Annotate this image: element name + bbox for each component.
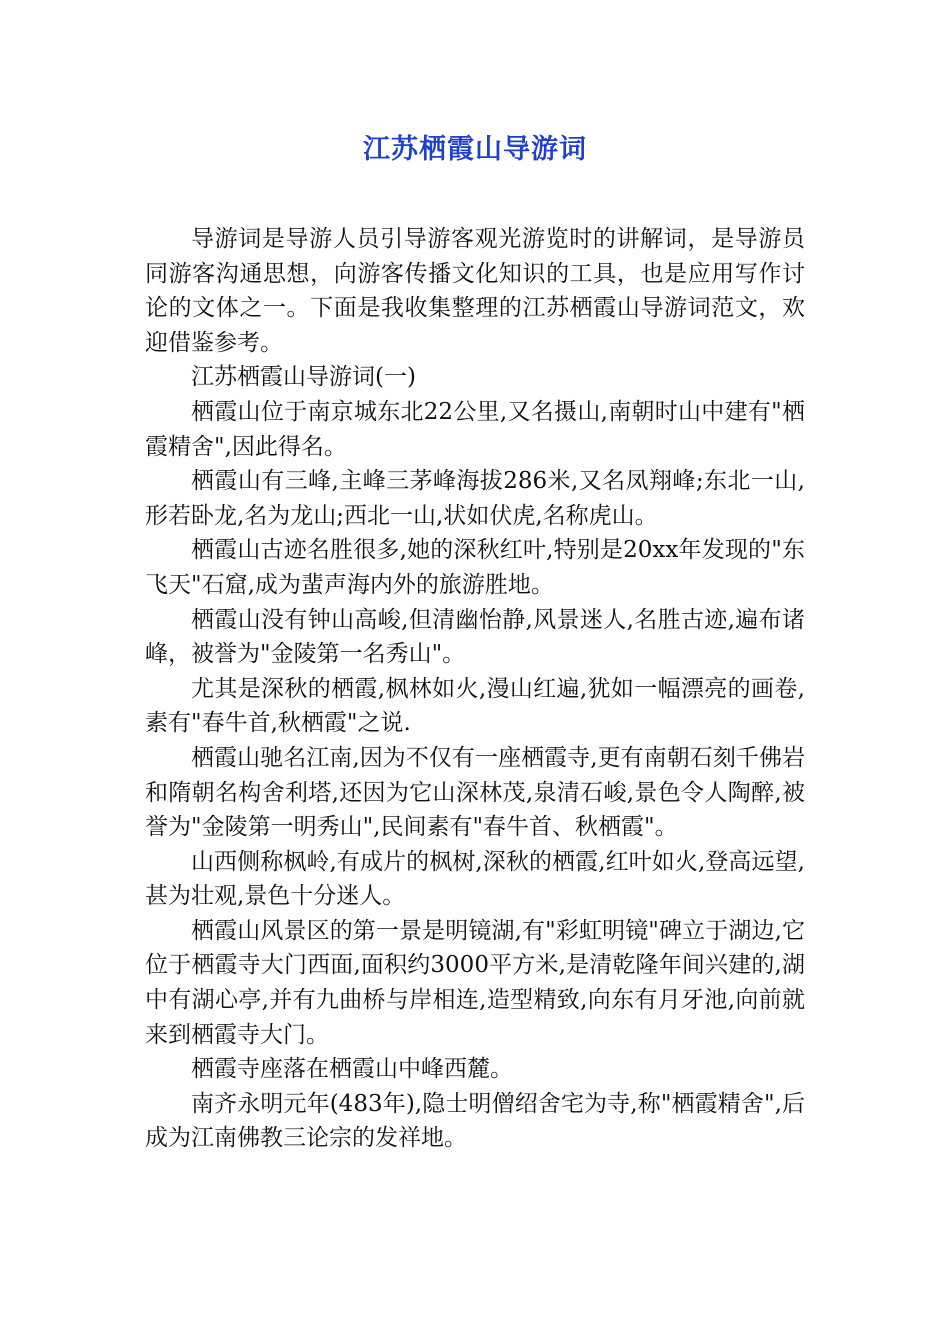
paragraph: 栖霞寺座落在栖霞山中峰西麓。 xyxy=(191,1056,513,1083)
paragraph: 栖霞山没有钟山高峻,但清幽怡静,风景迷人,名胜古迹,遍布诸峰，被誉为"金陵第一名秀山"。 xyxy=(145,606,805,668)
paragraph: 栖霞山有三峰,主峰三茅峰海拔286米,又名凤翔峰;东北一山,形若卧龙,名为龙山;西北一山,状如伏虎,名称虎山。 xyxy=(145,468,805,529)
paragraph: 栖霞山古迹名胜很多,她的深秋红叶,特别是20xx年发现的"东飞天"石窟,成为蜚声海内外的旅游胜地。 xyxy=(145,537,805,598)
paragraph: 尤其是深秋的栖霞,枫林如火,漫山红遍,犹如一幅漂亮的画卷,素有"春牛首,秋栖霞"之说. xyxy=(145,675,805,737)
paragraph: 栖霞山风景区的第一景是明镜湖,有"彩虹明镜"碑立于湖边,它位于栖霞寺大门西面,面积约3000平方米,是清乾隆年间兴建的,湖中有湖心亭,并有九曲桥与岸相连,造型精致,向东有月牙池,向前就来到栖霞寺大门。 xyxy=(145,917,805,1048)
page-title: 江苏栖霞山导游词 xyxy=(363,134,587,165)
paragraph: 山西侧称枫岭,有成片的枫树,深秋的栖霞,红叶如火,登高远望,甚为壮观,景色十分迷人。 xyxy=(145,848,805,910)
paragraph: 栖霞山位于南京城东北22公里,又名摄山,南朝时山中建有"栖霞精舍",因此得名。 xyxy=(145,398,805,460)
paragraph: 栖霞山驰名江南,因为不仅有一座栖霞寺,更有南朝石刻千佛岩和隋朝名构舍利塔,还因为它山深林茂,泉清石峻,景色令人陶醉,被誉为"金陵第一明秀山",民间素有"春牛首、秋栖霞"。 xyxy=(145,744,805,841)
document-body xyxy=(145,222,805,1156)
paragraph: 导游词是导游人员引导游客观光游览时的讲解词，是导游员同游客沟通思想，向游客传播文化知识的工具，也是应用写作讨论的文体之一。下面是我收集整理的江苏栖霞山导游词范文，欢迎借鉴参考。 xyxy=(145,226,805,356)
section-heading: 江苏栖霞山导游词(一) xyxy=(191,364,416,391)
paragraph: 南齐永明元年(483年),隐士明僧绍舍宅为寺,称"栖霞精舍",后成为江南佛教三论宗的发祥地。 xyxy=(145,1090,805,1152)
